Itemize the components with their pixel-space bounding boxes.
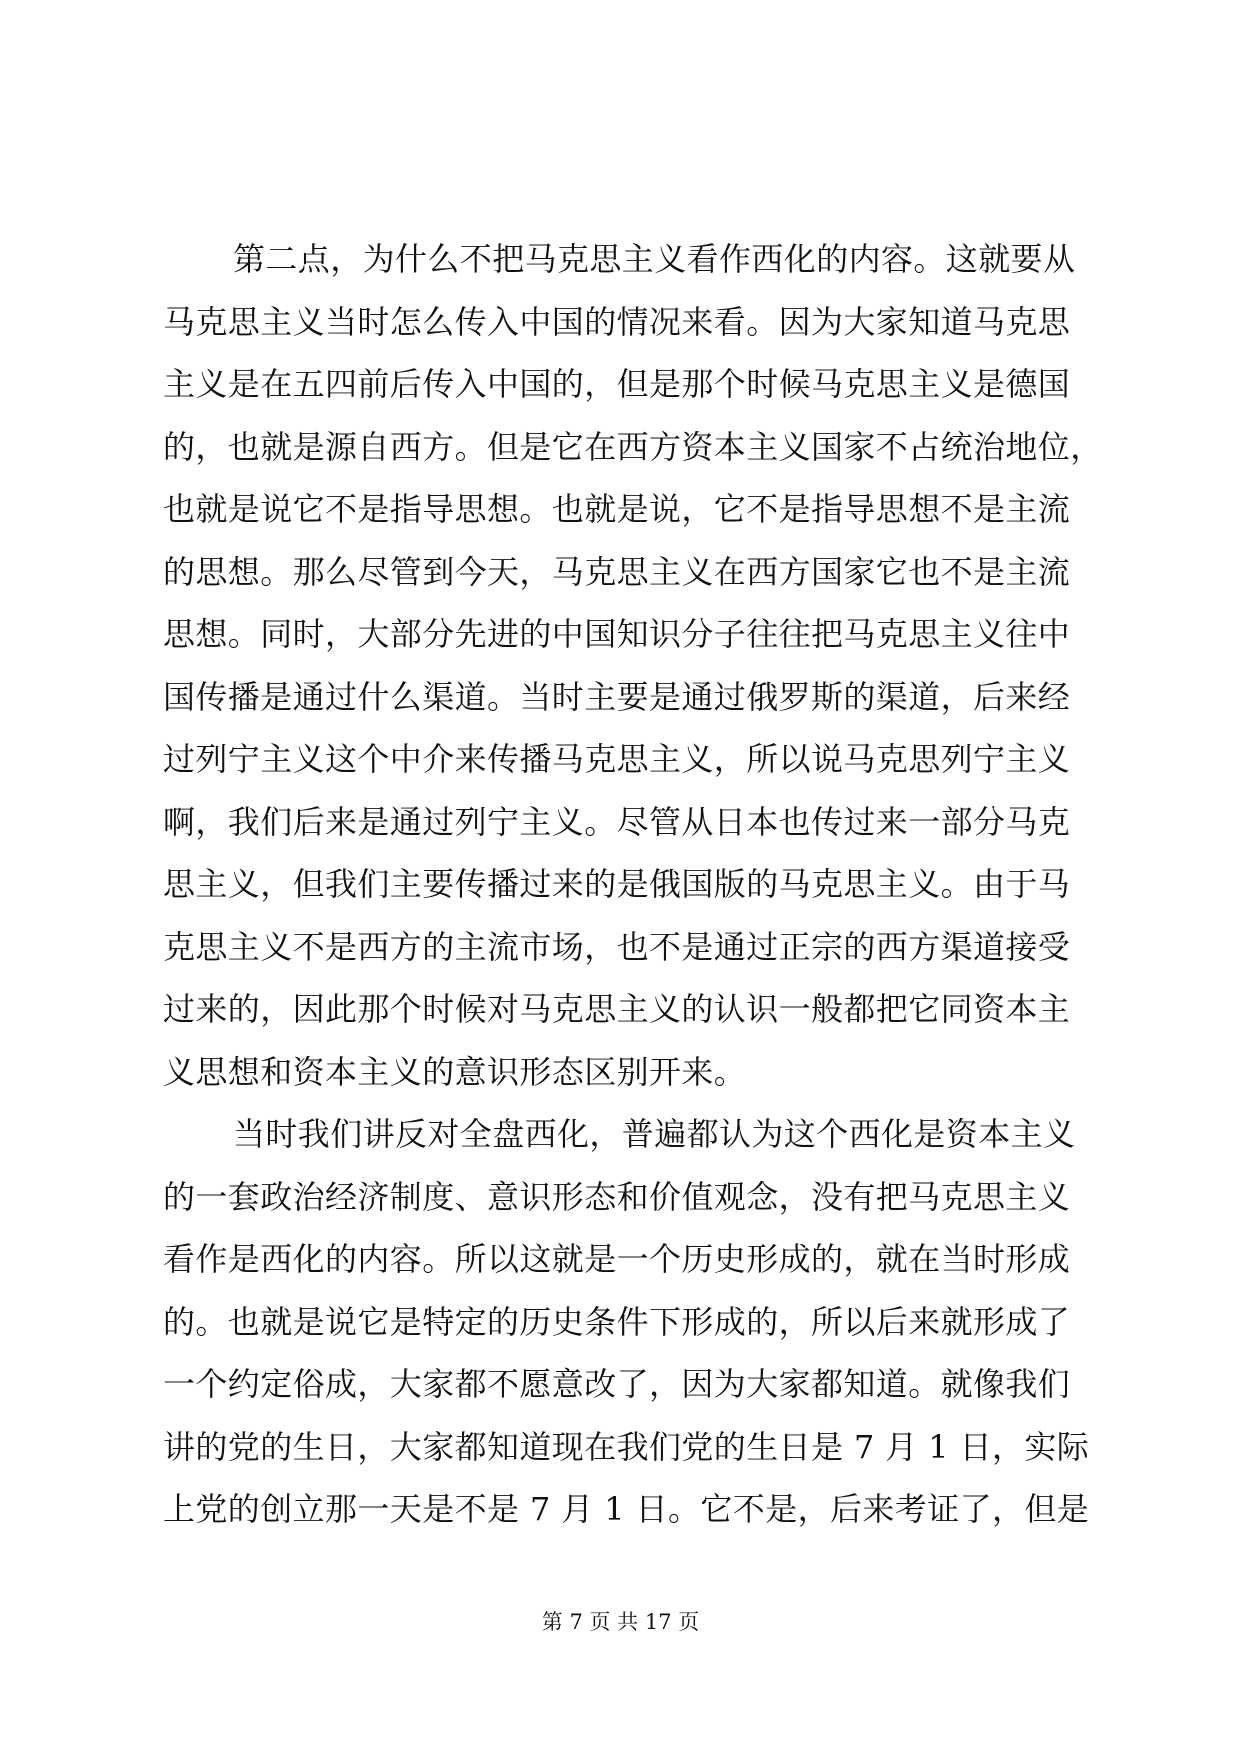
text-line: 啊，我们后来是通过列宁主义。尽管从日本也传过来一部分马克 <box>163 802 1071 841</box>
text-line: 克思主义不是西方的主流市场，也不是通过正宗的西方渠道接受 <box>163 927 1071 966</box>
text-line: 第二点，为什么不把马克思主义看作西化的内容。这就要从 <box>233 240 1076 278</box>
paragraph-1 <box>163 228 1103 1103</box>
body-text <box>163 228 1103 1541</box>
text-line: 国传播是通过什么渠道。当时主要是通过俄罗斯的渠道，后来经 <box>163 677 1071 716</box>
text-line: 上党的创立那一天是不是 7 月 1 日。它不是，后来考证了，但是 <box>163 1490 1090 1528</box>
text-line: 过来的，因此那个时候对马克思主义的认识一般都把它同资本主 <box>163 990 1071 1028</box>
text-line: 义思想和资本主义的意识形态区别开来。 <box>163 1052 747 1091</box>
text-line: 的。也就是说它是特定的历史条件下形成的，所以后来就形成了 <box>163 1302 1071 1341</box>
text-line: 思主义，但我们主要传播过来的是俄国版的马克思主义。由于马 <box>163 865 1071 903</box>
text-line: 讲的党的生日，大家都知道现在我们党的生日是 7 月 1 日，实际 <box>163 1427 1090 1466</box>
text-line: 当时我们讲反对全盘西化，普遍都认为这个西化是资本主义 <box>233 1115 1076 1153</box>
text-line: 过列宁主义这个中介来传播马克思主义，所以说马克思列宁主义 <box>163 740 1071 778</box>
text-line: 看作是西化的内容。所以这就是一个历史形成的，就在当时形成 <box>163 1240 1071 1278</box>
text-line: 的一套政治经济制度、意识形态和价值观念，没有把马克思主义 <box>163 1177 1071 1216</box>
text-line: 主义是在五四前后传入中国的，但是那个时候马克思主义是德国 <box>163 365 1071 403</box>
text-line: 马克思主义当时怎么传入中国的情况来看。因为大家知道马克思 <box>163 302 1071 341</box>
paragraph-2 <box>163 1103 1090 1541</box>
page-footer: 第 7 页 共 17 页 <box>541 1610 700 1634</box>
text-line: 思想。同时，大部分先进的中国知识分子往往把马克思主义往中 <box>163 615 1071 653</box>
text-line: 也就是说它不是指导思想。也就是说，它不是指导思想不是主流 <box>163 490 1071 528</box>
text-line: 的，也就是源自西方。但是它在西方资本主义国家不占统治地位， <box>163 427 1103 466</box>
text-line: 一个约定俗成，大家都不愿意改了，因为大家都知道。就像我们 <box>163 1365 1071 1403</box>
text-line: 的思想。那么尽管到今天，马克思主义在西方国家它也不是主流 <box>163 552 1071 591</box>
